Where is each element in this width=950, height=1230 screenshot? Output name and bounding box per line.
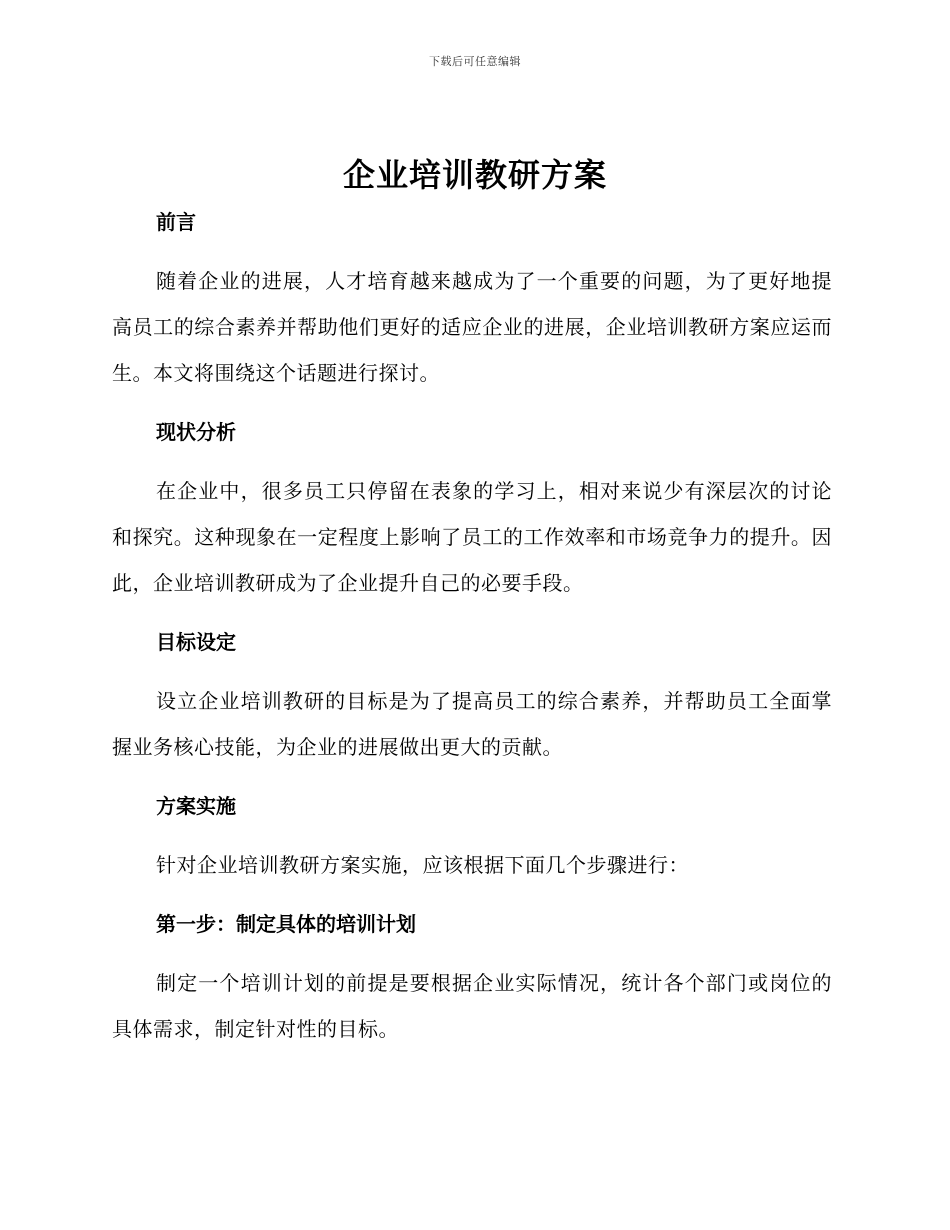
section-paragraph: 针对企业培训教研方案实施，应该根据下面几个步骤进行： [156,853,689,877]
section-heading: 第一步：制定具体的培训计划 [156,912,416,936]
section-implementation [112,784,832,888]
section-heading: 目标设定 [156,630,236,654]
page-header-note: 下载后可任意编辑 [429,55,521,68]
section-heading: 现状分析 [156,420,236,444]
section-paragraph: 设立企业培训教研的目标是为了提高员工的综合素养，并帮助员工全面掌握业务核心技能，为企业的进展做出更大的贡献。 [112,689,832,759]
section-paragraph: 随着企业的进展，人才培育越来越成为了一个重要的问题，为了更好地提高员工的综合素养并帮助他们更好的适应企业的进展，企业培训教研方案应运而生。本文将围绕这个话题进行探讨。 [112,269,832,385]
section-heading: 前言 [156,210,196,234]
section-goal-setting [112,620,832,770]
section-heading: 方案实施 [156,794,236,818]
section-paragraph: 制定一个培训计划的前提是要根据企业实际情况，统计各个部门或岗位的具体需求，制定针对性的目标。 [112,971,832,1041]
document-title: 企业培训教研方案 [342,156,607,194]
section-preface [112,200,832,396]
section-paragraph: 在企业中，很多员工只停留在表象的学习上，相对来说少有深层次的讨论和探究。这种现象在一定程度上影响了员工的工作效率和市场竞争力的提升。因此，企业培训教研成为了企业提升自己的必要手段。 [112,479,832,595]
document-body [112,200,832,1052]
section-step-one [112,902,832,1052]
section-status-analysis [112,410,832,606]
